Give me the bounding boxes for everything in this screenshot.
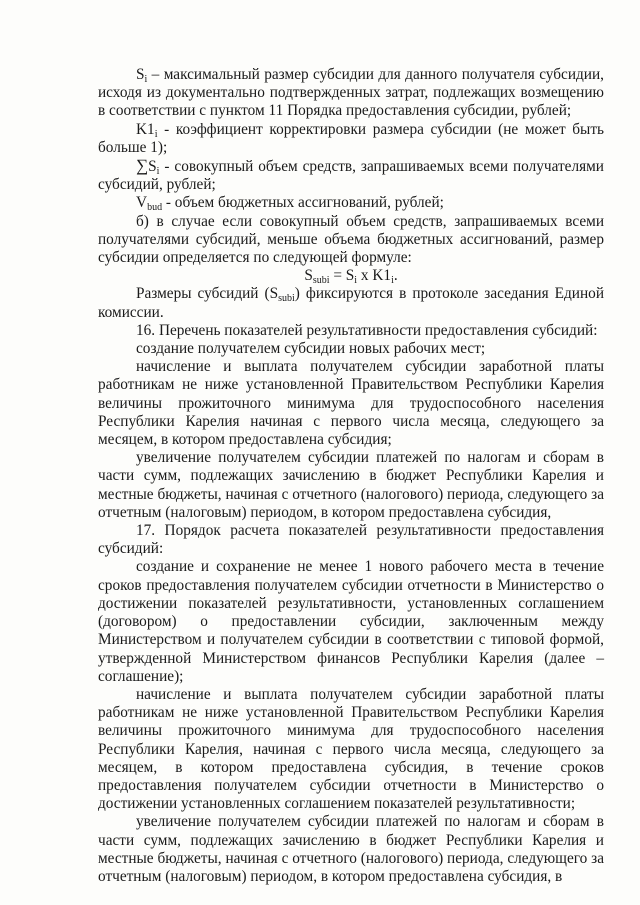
paragraph-case-b: б) в случае если совокупный объем средств, запрашиваемых всеми получателями субсидий, меньше объема бюджетных ассигнований, размер субсидии определяется по следующей формуле: [98, 212, 604, 267]
paragraph-17-item-1: создание и сохранение не менее 1 нового рабочего места в течение сроков предоставления получателем субсидии отчетности в Министерство о достижении показателей результативности, установленных соглашением (договором) о предоставлении субсидии, заключенным между Министерством и получателем субсидии в соответствии с типовой формой, утвержденной Министерством финансов Республики Карелия (далее – соглашение); [98, 558, 604, 685]
paragraph-subsidy-size-record: Размеры субсидий $(S_{subi})$ фиксируются в протоколе заседания Единой комиссии. [98, 285, 605, 321]
paragraph-vbud-definition: $V_{bud}$ - объем бюджетных ассигнований, рублей; [136, 194, 444, 214]
paragraph-16-item-1: создание получателем субсидии новых рабочих мест; [136, 340, 486, 358]
sum-symbol: ∑ [136, 156, 149, 176]
paragraph-sum-si-definition: $\sum S_i$ - совокупный объем средств, запрашиваемых всеми получателями субсидий, рублей; [98, 156, 604, 194]
paragraph-16-item-2: начисление и выплата получателем субсидии заработной платы работникам не ниже установленной Правительством Республики Карелия величины прожиточного минимума для трудоспособного населения Республики Карелия начиная с первого числа месяца, следующего за месяцем, в котором предоставлена субсидия; [98, 358, 604, 449]
paragraph-17-heading: 17. Порядок расчета показателей результативности предоставления субсидий: [98, 522, 604, 558]
formula: $S_{subi} = S_i$ x $K1_i$. [304, 267, 398, 287]
paragraph-17-item-3: увеличение получателем субсидии платежей по налогам и сборам в части сумм, подлежащих зачислению в бюджет Республики Карелия и местные бюджеты, начиная с отчетного (налогового) периода, следующего за отчетным (налоговым) периодом, в котором предоставлена субсидия, в [98, 813, 604, 885]
paragraph-17-item-2: начисление и выплата получателем субсидии заработной платы работникам не ниже установленной Правительством Республики Карелия величины прожиточного минимума для трудоспособного населения Республики Карелия, начиная с первого числа месяца, следующего за месяцем, в котором предоставлена субсидия, в течение сроков предоставления получателем субсидии отчетности в Министерство о достижении установленных соглашением показателей результативности; [98, 685, 604, 813]
paragraph-k1-definition: $K1_i$ - коэффициент корректировки размера субсидии (не может быть больше 1); [98, 120, 604, 156]
paragraph-si-definition: $S_i$ – максимальный размер субсидии для данного получателя субсидии, исходя из документально подтвержденных затрат, подлежащих возмещению в соответствии с пунктом 11 Порядка предоставления субсидии, рублей; [98, 66, 604, 120]
paragraph-16-heading: 16. Перечень показателей результативности предоставления субсидий: [136, 321, 598, 339]
paragraph-16-item-3: увеличение получателем субсидии платежей по налогам и сборам в части сумм, подлежащих зачислению в бюджет Республики Карелия и местные бюджеты, начиная с отчетного (налогового) периода, следующего за отчетным (налоговым) периодом, в котором предоставлена субсидия, [98, 449, 604, 521]
